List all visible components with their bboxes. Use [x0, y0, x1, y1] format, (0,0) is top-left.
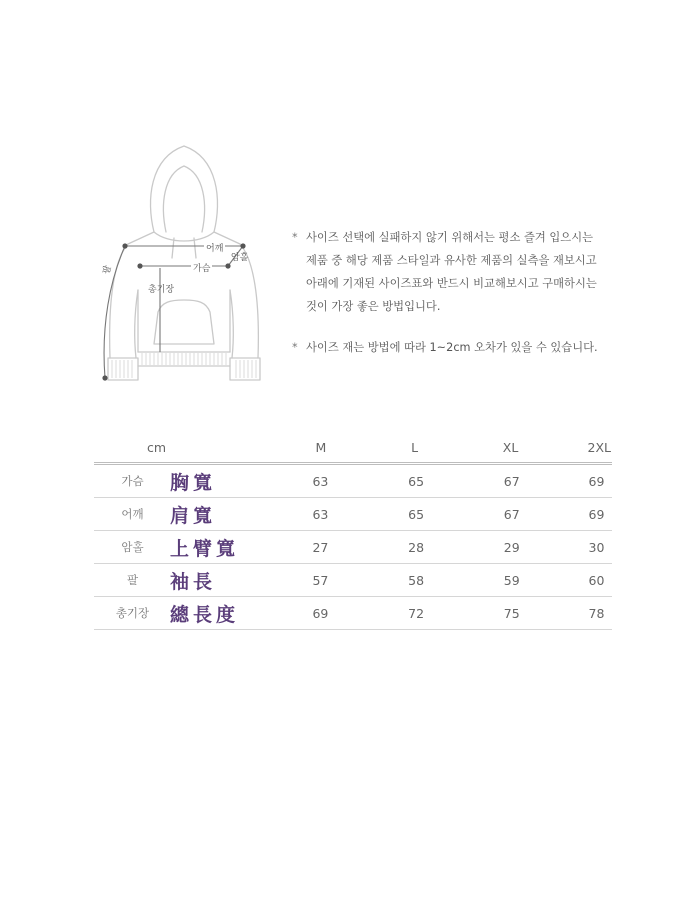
row-label: 가슴 [121, 474, 144, 488]
value-cell: 30 [588, 531, 612, 564]
size-table [94, 433, 612, 630]
unit-header: cm [94, 433, 311, 464]
sleeve-length-label: 팔 [101, 264, 114, 276]
value-cell: 59 [503, 564, 588, 597]
row-label: 암홀 [121, 540, 144, 554]
value-cell: 27 [311, 531, 407, 564]
shoulder-label: 어깨 [204, 241, 225, 254]
value-cell: 28 [407, 531, 503, 564]
value-cell: 78 [588, 597, 612, 630]
row-label: 총기장 [115, 606, 150, 620]
hoodie-illustration [88, 140, 278, 390]
row-label-cell [94, 498, 311, 531]
value-cell: 65 [407, 498, 503, 531]
value-cell: 63 [311, 498, 407, 531]
value-cell: 58 [407, 564, 503, 597]
size-header-l: L [407, 433, 503, 464]
sleeve-width-label: 암홀 [231, 253, 249, 263]
row-hanja: 袖長 [170, 570, 217, 593]
value-cell: 29 [503, 531, 588, 564]
row-label-cell [94, 597, 311, 630]
chest-label: 가슴 [191, 261, 212, 274]
row-label: 어깨 [121, 507, 144, 521]
table-row [94, 531, 612, 564]
row-label-cell [94, 464, 311, 498]
row-label-cell [94, 531, 311, 564]
row-label: 팔 [126, 573, 139, 587]
value-cell: 65 [407, 464, 503, 498]
table-row [94, 564, 612, 597]
value-cell: 63 [311, 464, 407, 498]
table-row [94, 498, 612, 531]
value-cell: 72 [407, 597, 503, 630]
value-cell: 60 [588, 564, 612, 597]
value-cell: 67 [503, 498, 588, 531]
row-hanja: 總長度 [170, 603, 240, 626]
note-bullet: * [292, 341, 298, 354]
value-cell: 75 [503, 597, 588, 630]
row-hanja: 上臂寬 [170, 537, 240, 560]
size-header-xl: XL [503, 433, 588, 464]
size-header-2xl: 2XL [588, 433, 612, 464]
hoodie-diagram [88, 140, 278, 390]
value-cell: 69 [311, 597, 407, 630]
size-notes [292, 226, 632, 377]
note-item [292, 226, 632, 318]
table-row [94, 464, 612, 498]
row-hanja: 肩寬 [170, 504, 217, 527]
note-item [292, 336, 632, 359]
row-hanja: 胸寬 [170, 471, 217, 494]
table-header-row [94, 433, 612, 464]
size-header-m: M [311, 433, 407, 464]
value-cell: 67 [503, 464, 588, 498]
table-row [94, 597, 612, 630]
note-bullet: * [292, 231, 298, 244]
value-cell: 57 [311, 564, 407, 597]
total-length-label: 총기장 [148, 285, 175, 295]
note-text: 사이즈 재는 방법에 따라 1~2cm 오차가 있을 수 있습니다. [306, 341, 598, 354]
value-cell: 69 [588, 464, 612, 498]
value-cell: 69 [588, 498, 612, 531]
row-label-cell [94, 564, 311, 597]
note-text: 사이즈 선택에 실패하지 않기 위해서는 평소 즐겨 입으시는 제품 중 해당 제품 스타일과 유사한 제품의 실측을 재보시고 아래에 기재된 사이즈표와 반드시 비교해보시고 구매하시는 것이 가장 좋은 방법입니다. [306, 231, 597, 313]
